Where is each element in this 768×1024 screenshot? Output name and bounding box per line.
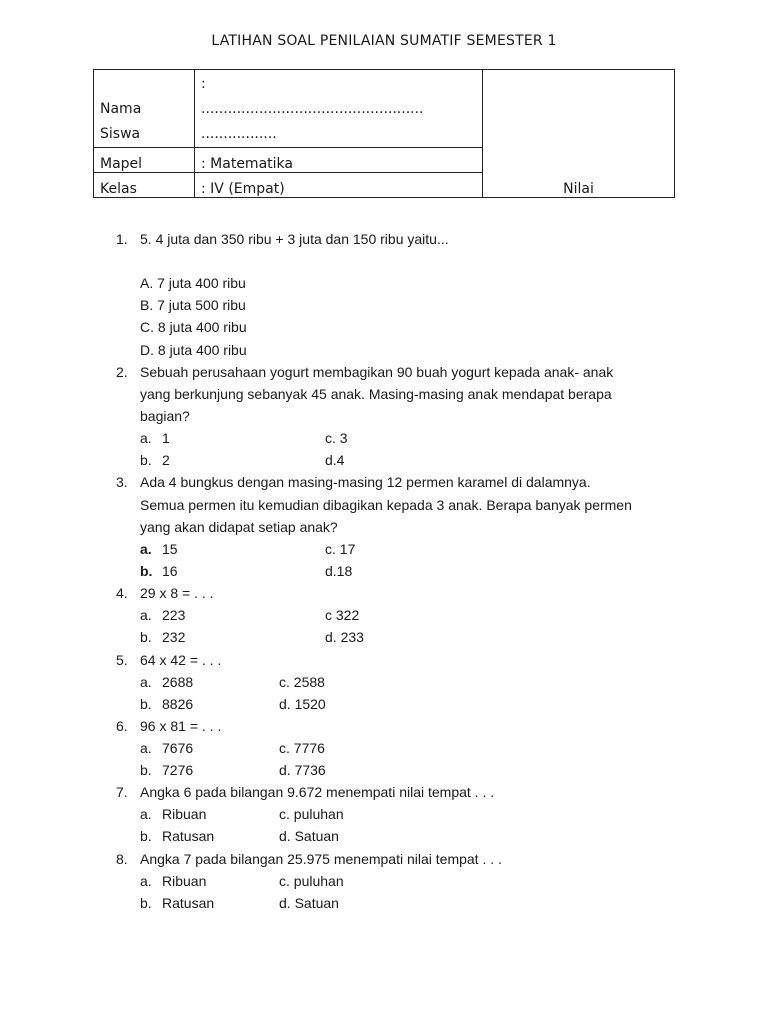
question-text-line-3: yang akan didapat setiap anak? [140,519,338,535]
option-b-letter: b. [140,452,152,468]
kelas-value: : IV (Empat) [195,172,483,197]
question-text: 5. 4 juta dan 350 ribu + 3 juta dan 150 ribu yaitu... [140,231,449,247]
question-text: 64 x 42 = . . . [140,652,222,668]
option-d: d. 233 [325,629,364,645]
option-d: d.18 [325,563,353,579]
option-c: c. 7776 [279,740,325,756]
nama-label: Nama [100,100,142,117]
option-b-value: 8826 [162,696,194,712]
mapel-value: : Matematika [195,147,483,172]
option-a-letter: a. [140,873,152,889]
option-a-value: 1 [162,430,170,446]
option-a-letter: a. [140,430,152,446]
mapel-label: Mapel [94,147,195,172]
option-b-value: Ratusan [162,895,215,911]
option-c: C. 8 juta 400 ribu [140,319,247,335]
option-a-letter: a. [140,674,152,690]
option-a-letter: a. [140,740,152,756]
option-b-letter: b. [140,696,152,712]
option-b-letter: b. [140,828,152,844]
question-text-line-2: Semua permen itu kemudian dibagikan kepada 3 anak. Berapa banyak permen [140,497,632,513]
option-c: c. 17 [325,541,356,557]
question-number: 4. [116,585,128,601]
nama-siswa-label [94,70,195,148]
nama-siswa-field[interactable] [195,70,483,148]
option-d: d. Satuan [279,895,339,911]
option-a-value: 2688 [162,674,194,690]
option-b-letter: b. [140,762,152,778]
option-b-letter: b. [140,563,153,579]
question-text-line-1: Sebuah perusahaan yogurt membagikan 90 buah yogurt kepada anak- anak [140,364,614,380]
nama-dots-line-1: .................................................. [201,100,424,117]
question-number: 5. [116,652,128,668]
option-c: c. puluhan [279,806,344,822]
question-number: 1. [116,231,128,247]
option-a-letter: a. [140,806,152,822]
option-c: c. puluhan [279,873,344,889]
question-number: 7. [116,784,128,800]
question-number: 3. [116,474,128,490]
question-text-line-3: bagian? [140,408,190,424]
siswa-label: Siswa [100,125,141,142]
option-a-value: 15 [162,541,178,557]
question-number: 2. [116,364,128,380]
option-b-value: 7276 [162,762,194,778]
option-a-letter: a. [140,607,152,623]
option-a-value: Ribuan [162,873,207,889]
student-identity-table [93,69,675,198]
nilai-label: Nilai [563,181,594,197]
question-text: 29 x 8 = . . . [140,585,214,601]
option-a-value: 223 [162,607,186,623]
option-c: c 322 [325,607,360,623]
question-text: Angka 6 pada bilangan 9.672 menempati nilai tempat . . . [140,784,495,800]
option-a: A. 7 juta 400 ribu [140,275,246,291]
question-text: 96 x 81 = . . . [140,718,222,734]
nama-colon: : [201,75,206,92]
nama-dots-line-2: ................. [201,125,277,142]
option-b: B. 7 juta 500 ribu [140,297,246,313]
question-number: 8. [116,851,128,867]
question-text: Angka 7 pada bilangan 25.975 menempati nilai tempat . . . [140,851,502,867]
option-b-letter: b. [140,895,152,911]
option-b-letter: b. [140,629,152,645]
option-b-value: 232 [162,629,186,645]
option-b-value: 16 [162,563,178,579]
option-b-value: Ratusan [162,828,215,844]
option-c: c. 3 [325,430,348,446]
kelas-label: Kelas [94,172,195,197]
option-d: d. 1520 [279,696,326,712]
option-a-value: Ribuan [162,806,207,822]
option-d: D. 8 juta 400 ribu [140,342,247,358]
page-title: LATIHAN SOAL PENILAIAN SUMATIF SEMESTER 1 [211,33,557,49]
option-d: d.4 [325,452,345,468]
option-c: c. 2588 [279,674,325,690]
nilai-box [483,70,675,198]
option-a-letter: a. [140,541,152,557]
option-d: d. 7736 [279,762,326,778]
option-a-value: 7676 [162,740,194,756]
question-text-line-1: Ada 4 bungkus dengan masing-masing 12 permen karamel di dalamnya. [140,474,591,490]
question-text-line-2: yang berkunjung sebanyak 45 anak. Masing-masing anak mendapat berapa [140,386,612,402]
option-d: d. Satuan [279,828,339,844]
option-b-value: 2 [162,452,170,468]
question-number: 6. [116,718,128,734]
